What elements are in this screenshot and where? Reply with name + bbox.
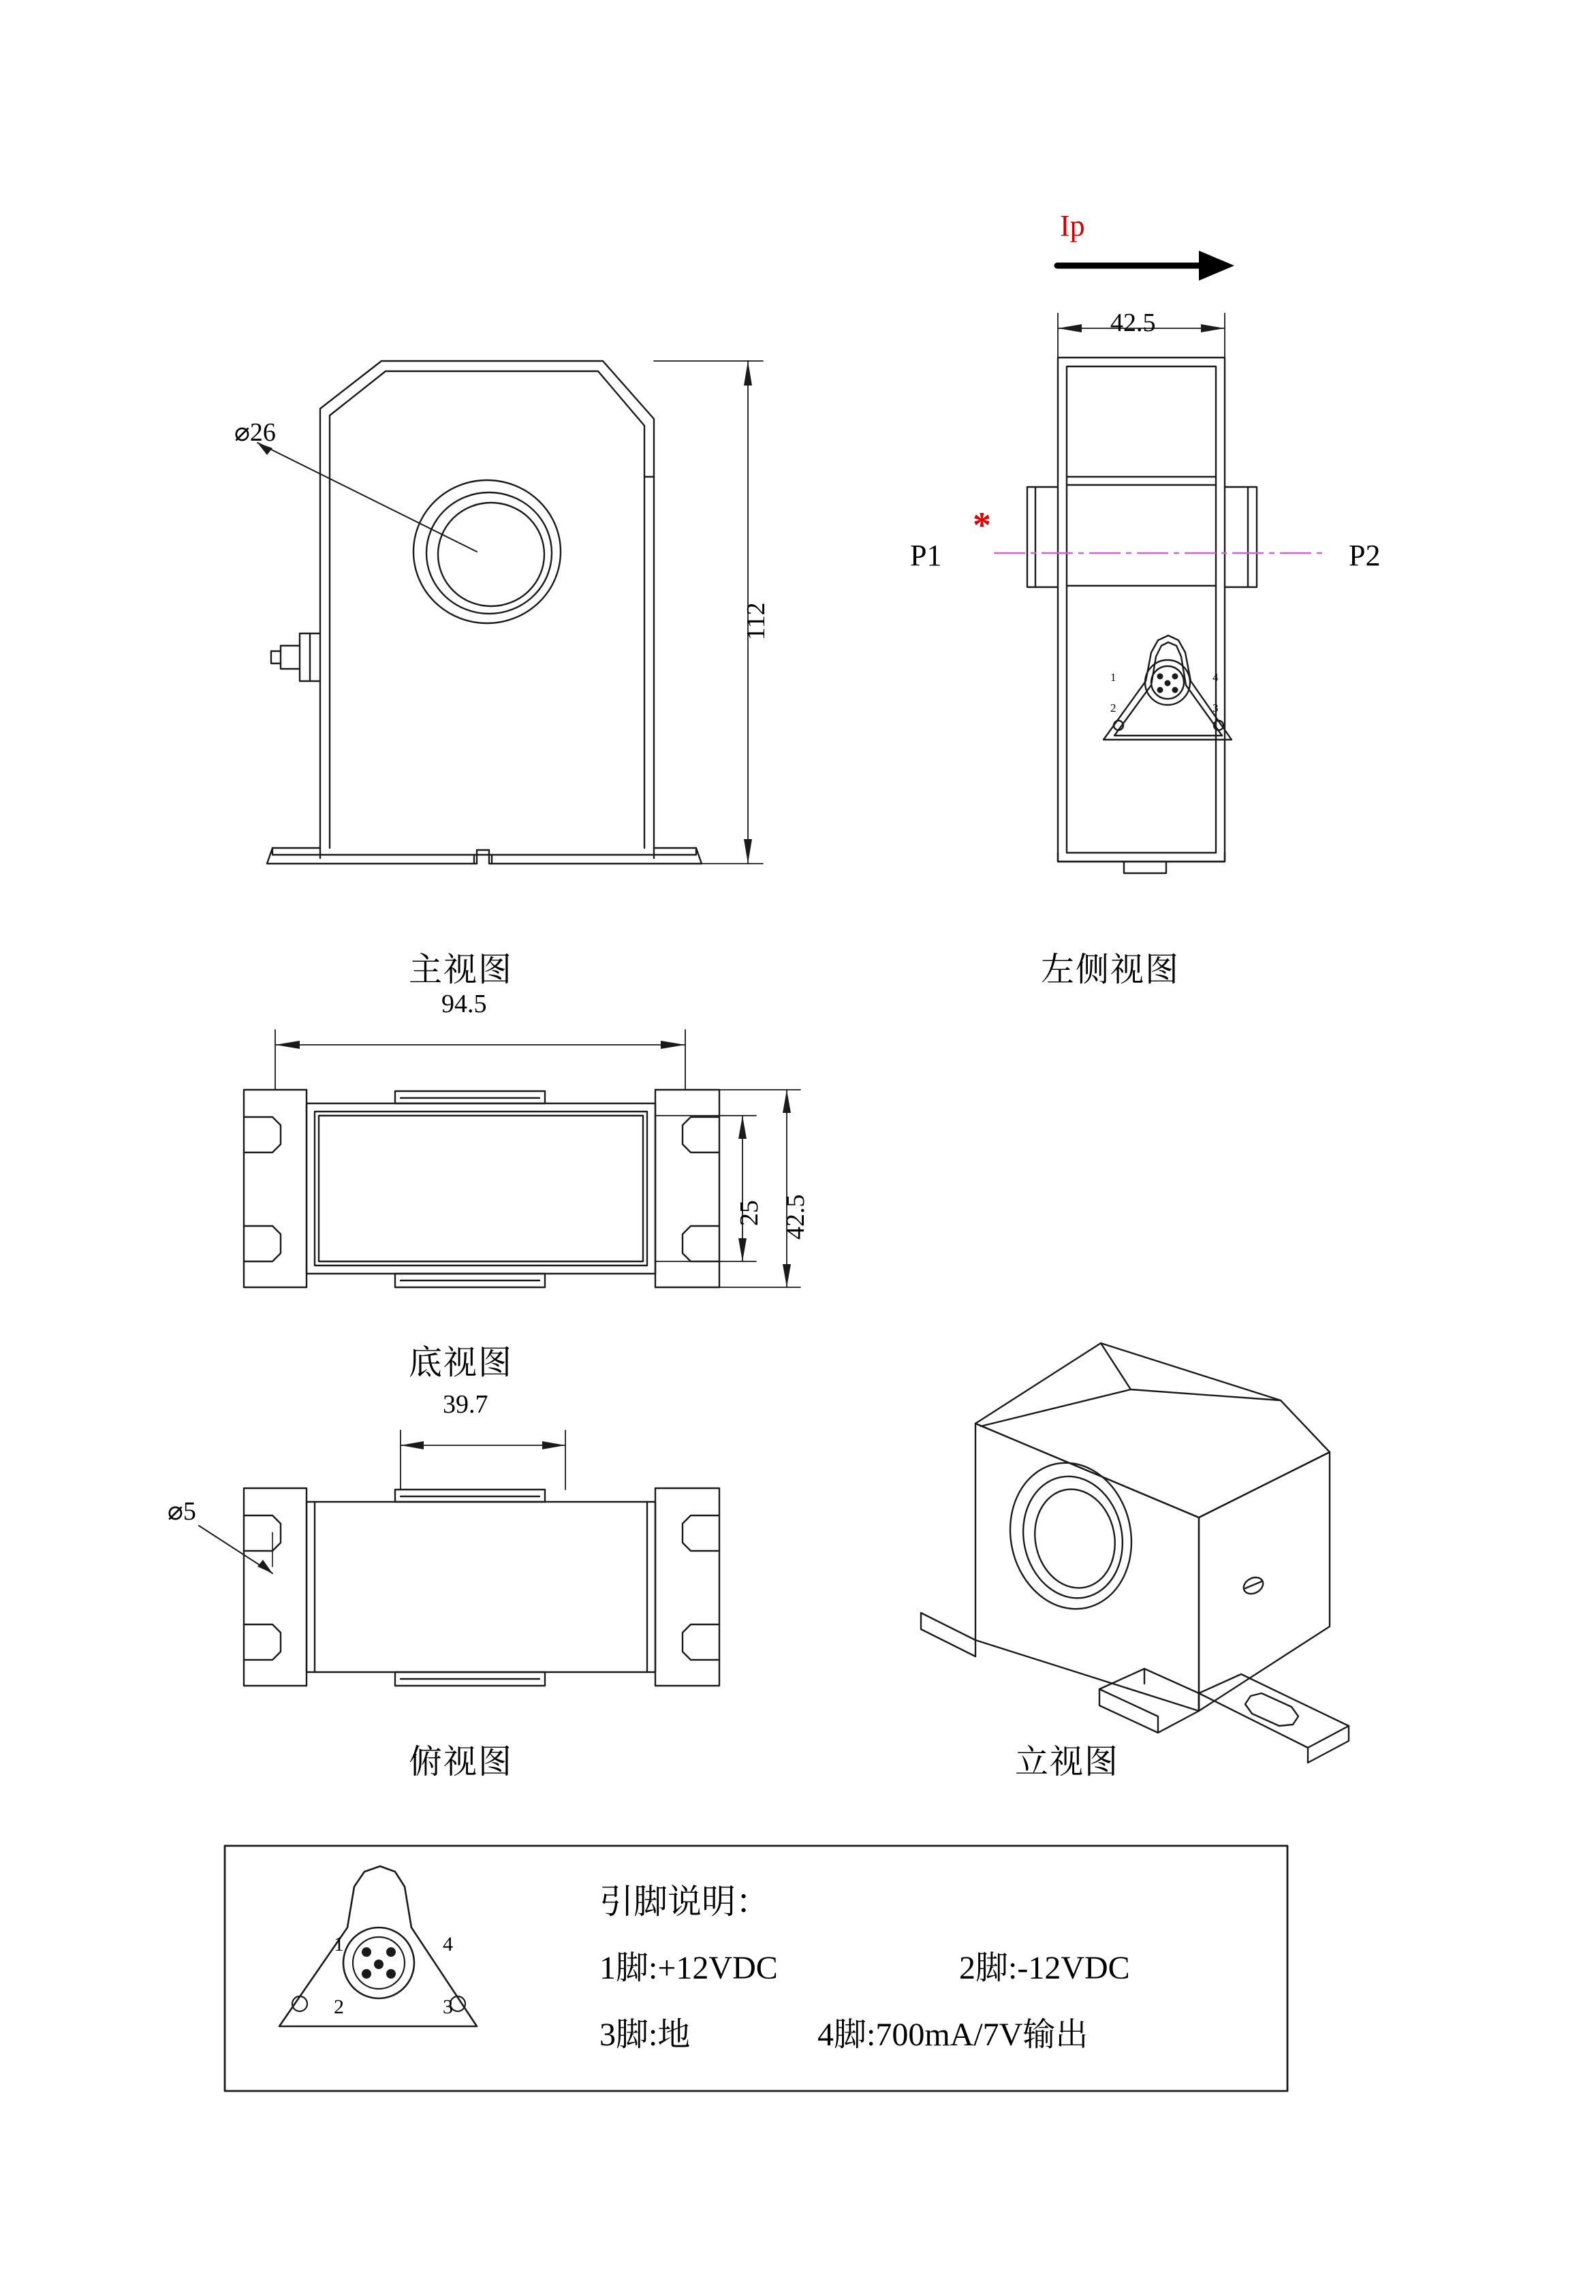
- top-width-dimension: [401, 1430, 565, 1490]
- isometric-view-geometry: [921, 1343, 1349, 1763]
- note-line-2-left: 3脚:地: [599, 2017, 691, 2053]
- current-direction-arrow: [1057, 251, 1234, 281]
- front-hole-dimension-leader: [257, 443, 477, 552]
- bottom-view-geometry: [244, 1090, 719, 1287]
- view-title-top: 俯视图: [409, 1743, 514, 1780]
- note-title: 引脚说明：: [599, 1883, 770, 1921]
- legend-pin-4: 4: [443, 1933, 453, 1955]
- note-line-2-right: 4脚:700mA/7V输出: [817, 2017, 1089, 2053]
- left-width-label: 42.5: [1110, 309, 1156, 337]
- legend-pin-2: 2: [334, 1996, 344, 2018]
- side-connector-pin-3: 3: [1212, 702, 1219, 714]
- side-connector-pin-1: 1: [1110, 671, 1116, 684]
- primary-in-label: P1: [910, 539, 942, 572]
- current-label: Ip: [1060, 209, 1085, 242]
- primary-out-label: P2: [1349, 539, 1381, 572]
- bottom-height-dimensions: [655, 1090, 800, 1287]
- top-view-geometry: [244, 1488, 719, 1686]
- front-hole-diameter-label: ⌀26: [234, 418, 276, 447]
- view-title-iso: 立视图: [1015, 1743, 1120, 1780]
- front-height-label: 112: [742, 602, 770, 640]
- bottom-width-dimension: [275, 1030, 685, 1090]
- top-width-label: 39.7: [443, 1390, 488, 1419]
- polarity-mark-label: *: [973, 505, 991, 546]
- legend-pin-3: 3: [443, 1996, 453, 2018]
- legend-pin-1: 1: [334, 1933, 344, 1955]
- front-view-geometry: [267, 361, 702, 864]
- view-title-front: 主视图: [409, 951, 514, 988]
- note-line-1-left: 1脚:+12VDC: [599, 1950, 778, 1986]
- left-side-view-geometry: [1027, 358, 1257, 873]
- view-title-bottom: 底视图: [409, 1344, 514, 1381]
- side-connector-pin-4: 4: [1212, 671, 1219, 684]
- note-line-1-right: 2脚:-12VDC: [959, 1950, 1130, 1986]
- bottom-inner-height-label: 25: [735, 1200, 764, 1226]
- bottom-width-label: 94.5: [441, 990, 487, 1018]
- view-title-left-side: 左侧视图: [1041, 951, 1180, 988]
- bottom-height-label: 42.5: [781, 1194, 810, 1240]
- top-hole-dimension-leader: [199, 1526, 272, 1573]
- top-hole-diameter-label: ⌀5: [168, 1497, 196, 1526]
- side-connector-pin-2: 2: [1110, 702, 1116, 714]
